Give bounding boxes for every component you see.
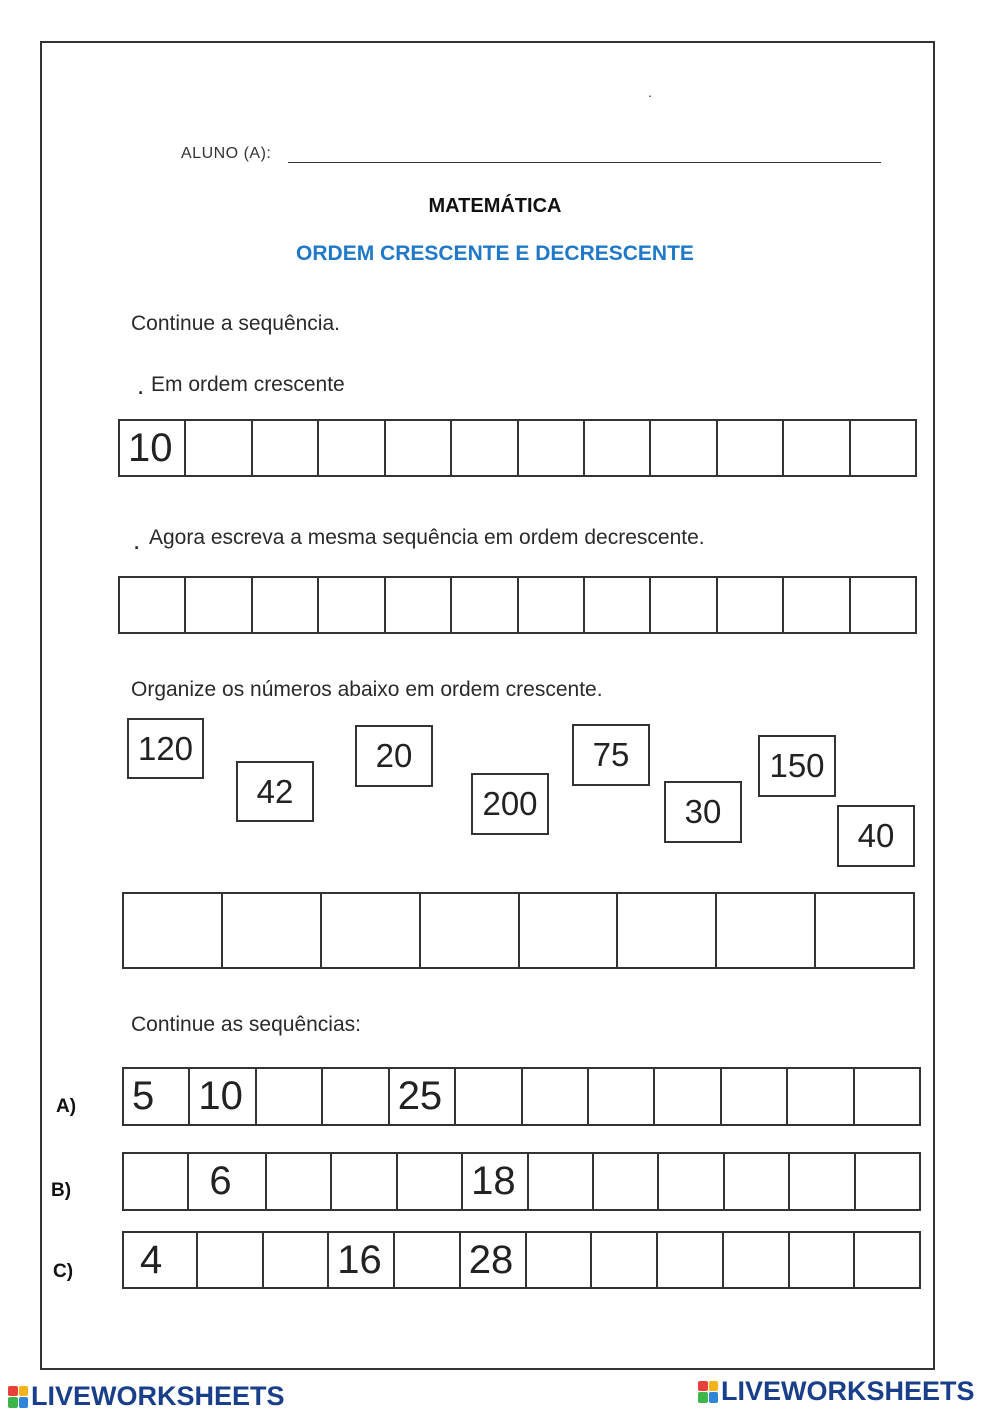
answer-cell[interactable] — [523, 1069, 589, 1124]
answer-cell[interactable] — [452, 578, 518, 632]
sequence-row-organize — [122, 892, 915, 969]
bullet-2: . — [133, 525, 141, 555]
answer-cell[interactable]: 16 — [329, 1233, 395, 1287]
answer-cell[interactable] — [725, 1154, 790, 1209]
answer-cell[interactable] — [851, 421, 915, 475]
answer-cell[interactable] — [519, 578, 585, 632]
answer-cell[interactable] — [257, 1069, 323, 1124]
answer-cell[interactable] — [529, 1154, 594, 1209]
number-card: 75 — [572, 724, 650, 786]
answer-cell[interactable] — [784, 578, 850, 632]
answer-cell[interactable] — [253, 578, 319, 632]
answer-cell[interactable] — [527, 1233, 593, 1287]
answer-cell[interactable] — [724, 1233, 790, 1287]
answer-cell[interactable] — [592, 1233, 658, 1287]
header-dot: . — [648, 84, 652, 100]
answer-cell[interactable] — [267, 1154, 332, 1209]
number-card: 30 — [664, 781, 742, 843]
answer-cell[interactable] — [223, 894, 322, 967]
instruction-organize: Organize os números abaixo em ordem crescente. — [131, 678, 603, 701]
answer-cell[interactable] — [722, 1069, 788, 1124]
sequence-row-decrescente — [118, 576, 917, 634]
answer-cell[interactable] — [585, 421, 651, 475]
answer-cell[interactable] — [186, 578, 252, 632]
answer-cell[interactable] — [856, 1154, 919, 1209]
answer-cell[interactable] — [456, 1069, 522, 1124]
answer-cell[interactable] — [790, 1233, 856, 1287]
topic-title: ORDEM CRESCENTE E DECRESCENTE — [296, 242, 694, 265]
answer-cell[interactable] — [395, 1233, 461, 1287]
answer-cell[interactable] — [398, 1154, 463, 1209]
answer-cell[interactable] — [790, 1154, 855, 1209]
student-name-field[interactable] — [288, 162, 881, 163]
student-name-label: ALUNO (A): — [181, 145, 272, 162]
instruction-continue: Continue a sequência. — [131, 312, 340, 335]
answer-cell[interactable] — [784, 421, 850, 475]
number-card: 200 — [471, 773, 549, 835]
number-card: 42 — [236, 761, 314, 822]
brand-logo-left[interactable] — [8, 1381, 285, 1412]
answer-cell[interactable] — [655, 1069, 721, 1124]
number-card: 120 — [127, 718, 204, 779]
number-card: 150 — [758, 735, 836, 797]
answer-cell[interactable] — [585, 578, 651, 632]
answer-cell[interactable]: 18 — [463, 1154, 528, 1209]
answer-cell[interactable] — [717, 894, 816, 967]
answer-cell[interactable] — [851, 578, 915, 632]
brand-text: LIVEWORKSHEETS — [31, 1381, 285, 1411]
answer-cell[interactable] — [520, 894, 619, 967]
answer-cell[interactable]: 5 — [124, 1069, 190, 1124]
bullet-1: . — [137, 370, 145, 400]
answer-cell[interactable] — [186, 421, 252, 475]
answer-cell[interactable] — [253, 421, 319, 475]
answer-cell[interactable] — [651, 421, 717, 475]
answer-cell[interactable] — [322, 894, 421, 967]
liveworksheets-icon — [8, 1386, 28, 1408]
answer-cell[interactable]: 25 — [390, 1069, 456, 1124]
answer-cell[interactable] — [855, 1233, 919, 1287]
answer-cell[interactable] — [788, 1069, 854, 1124]
answer-cell[interactable] — [452, 421, 518, 475]
answer-cell[interactable] — [120, 578, 186, 632]
sequence-label-a: A) — [56, 1096, 77, 1117]
answer-cell[interactable] — [651, 578, 717, 632]
number-card: 40 — [837, 805, 915, 867]
sequence-label-b: B) — [51, 1180, 72, 1201]
answer-cell[interactable] — [319, 421, 385, 475]
answer-cell[interactable] — [264, 1233, 330, 1287]
answer-cell[interactable]: 28 — [461, 1233, 527, 1287]
sequence-row-a — [122, 1067, 921, 1126]
answer-cell[interactable] — [421, 894, 520, 967]
answer-cell[interactable] — [124, 1154, 189, 1209]
sequence-row-b — [122, 1152, 921, 1211]
answer-cell[interactable] — [659, 1154, 724, 1209]
answer-cell[interactable] — [718, 578, 784, 632]
answer-cell[interactable] — [816, 894, 913, 967]
answer-cell[interactable] — [658, 1233, 724, 1287]
answer-cell[interactable] — [618, 894, 717, 967]
answer-cell[interactable]: 4 — [124, 1233, 198, 1287]
answer-cell[interactable] — [519, 421, 585, 475]
answer-cell[interactable] — [855, 1069, 919, 1124]
brand-text: LIVEWORKSHEETS — [721, 1376, 975, 1406]
answer-cell[interactable] — [124, 894, 223, 967]
sequence-label-c: C) — [53, 1261, 74, 1282]
liveworksheets-icon — [698, 1381, 718, 1403]
answer-cell[interactable] — [319, 578, 385, 632]
brand-logo-right[interactable] — [698, 1376, 975, 1407]
answer-cell[interactable] — [198, 1233, 264, 1287]
sequence-row-crescente — [118, 419, 917, 477]
answer-cell[interactable] — [589, 1069, 655, 1124]
instruction-continue-sequences: Continue as sequências: — [131, 1013, 361, 1036]
answer-cell[interactable]: 10 — [190, 1069, 256, 1124]
answer-cell[interactable] — [386, 421, 452, 475]
answer-cell[interactable] — [594, 1154, 659, 1209]
answer-cell[interactable] — [386, 578, 452, 632]
answer-cell[interactable]: 6 — [189, 1154, 266, 1209]
answer-cell[interactable] — [718, 421, 784, 475]
answer-cell[interactable] — [332, 1154, 397, 1209]
instruction-decrescente: Agora escreva a mesma sequência em ordem decrescente. — [149, 526, 705, 549]
number-card: 20 — [355, 725, 433, 787]
subject-title: MATEMÁTICA — [428, 195, 562, 217]
answer-cell[interactable]: 10 — [120, 421, 186, 475]
instruction-crescente: Em ordem crescente — [151, 373, 345, 396]
sequence-row-c — [122, 1231, 921, 1289]
answer-cell[interactable] — [323, 1069, 389, 1124]
